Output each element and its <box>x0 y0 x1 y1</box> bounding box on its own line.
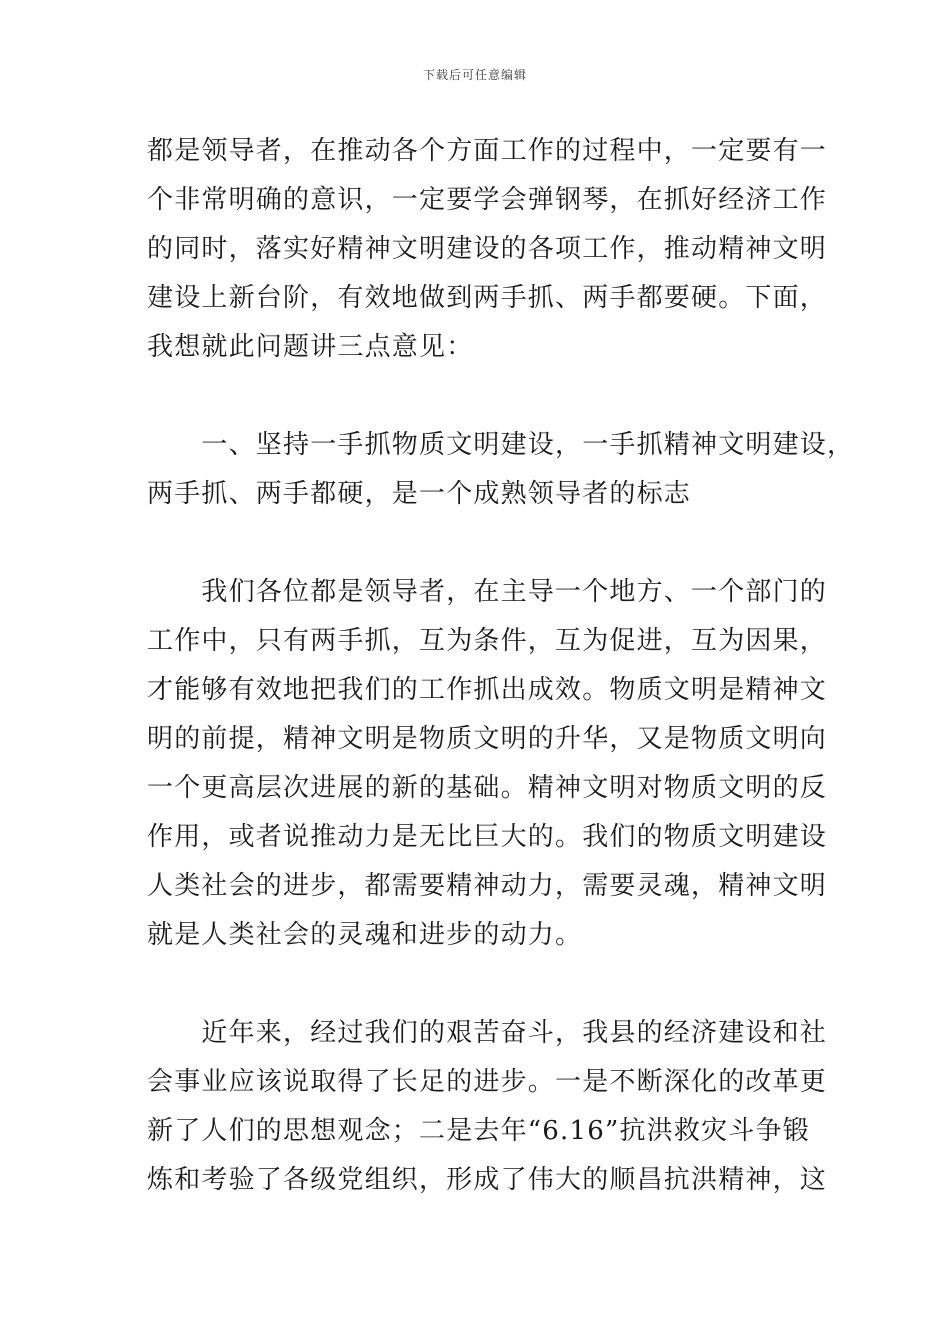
text-line: 都是领导者，在推动各个方面工作的过程中，一定要有一 <box>147 136 828 166</box>
paragraph-leaders <box>147 568 828 960</box>
text-line: 一个更高层次进展的新的基础。精神文明对物质文明的反 <box>147 773 828 803</box>
text-line: 工作中，只有两手抓，互为条件，互为促进，互为因果， <box>147 626 828 656</box>
text-line: 人类社会的进步，都需要精神动力，需要灵魂，精神文明 <box>147 871 828 901</box>
text-line: 一、坚持一手抓物质文明建设，一手抓精神文明建设， <box>147 430 855 460</box>
text-line: 我们各位都是领导者，在主导一个地方、一个部门的 <box>147 577 828 607</box>
section-heading <box>147 421 855 519</box>
text-line: 明的前提，精神文明是物质文明的升华，又是物质文明向 <box>147 724 828 754</box>
text-line: 作用，或者说推动力是无比巨大的。我们的物质文明建设 <box>147 822 828 852</box>
text-line: 才能够有效地把我们的工作抓出成效。物质文明是精神文 <box>147 675 828 705</box>
paragraph-gap <box>147 372 817 421</box>
paragraph-recent-years <box>147 1009 828 1205</box>
text-line: 的同时，落实好精神文明建设的各项工作，推动精神文明 <box>147 234 828 264</box>
text-line: 新了人们的思想观念；二是去年“6.16”抗洪救灾斗争锻 <box>147 1116 810 1146</box>
text-line: 建设上新台阶，有效地做到两手抓、两手都要硬。下面， <box>147 283 828 313</box>
text-line: 炼和考验了各级党组织，形成了伟大的顺昌抗洪精神，这 <box>147 1165 828 1195</box>
text-line: 两手抓、两手都硬，是一个成熟领导者的标志 <box>147 479 692 509</box>
text-line: 近年来，经过我们的艰苦奋斗，我县的经济建设和社 <box>147 1018 828 1048</box>
header-note: 下载后可任意编辑 <box>422 68 527 82</box>
text-line: 会事业应该说取得了长足的进步。一是不断深化的改革更 <box>147 1067 828 1097</box>
paragraph-intro <box>147 127 828 372</box>
text-line: 就是人类社会的灵魂和进步的动力。 <box>147 920 583 950</box>
text-line: 我想就此问题讲三点意见： <box>147 332 474 362</box>
body-text <box>147 127 855 1205</box>
paragraph-gap <box>147 519 817 568</box>
paragraph-gap <box>147 960 817 1009</box>
text-line: 个非常明确的意识，一定要学会弹钢琴，在抓好经济工作 <box>147 185 828 215</box>
